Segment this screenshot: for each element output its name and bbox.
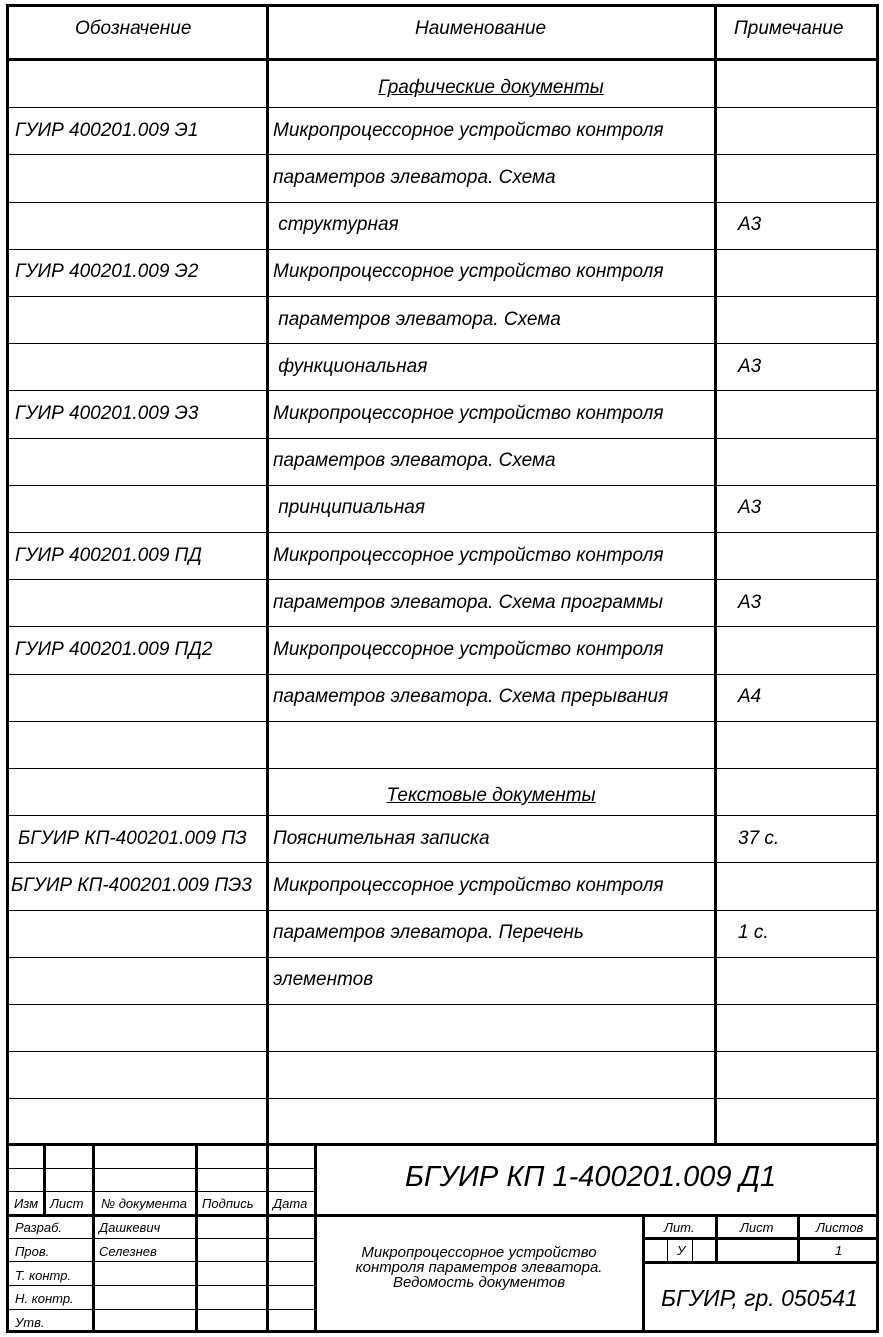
cell-name: параметров элеватора. Перечень <box>273 922 584 943</box>
cell-name: структурная <box>273 214 399 235</box>
cell-name: Микропроцессорное устройство контроля <box>273 639 664 660</box>
rule <box>6 438 879 439</box>
role-label: Н. контр. <box>15 1291 74 1306</box>
cell-name: функциональная <box>273 356 428 377</box>
column-divider-thick <box>266 1144 269 1333</box>
role-person: Селезнев <box>99 1244 157 1259</box>
rule <box>6 202 879 203</box>
column-divider-thick <box>195 1144 198 1333</box>
document-code: БГУИР КП 1-400201.009 Д1 <box>405 1161 777 1193</box>
rule <box>6 626 879 627</box>
cell-name: Микропроцессорное устройство контроля <box>273 545 664 566</box>
cell-note: А4 <box>738 686 762 707</box>
column-divider <box>667 1238 668 1262</box>
rule <box>6 1098 879 1099</box>
rule <box>6 1004 879 1005</box>
col-list-label: Лист <box>50 1196 84 1211</box>
column-divider-thick <box>642 1215 645 1333</box>
col-doc-label: № документа <box>101 1196 187 1211</box>
role-label: Пров. <box>15 1244 50 1259</box>
rule <box>6 485 879 486</box>
cell-note: 1 с. <box>738 922 769 943</box>
cell-name: параметров элеватора. Схема <box>273 450 556 471</box>
column-divider-thick <box>714 4 717 1144</box>
rule <box>6 579 879 580</box>
column-divider-thick <box>715 1215 718 1262</box>
cell-designation: БГУИР КП-400201.009 ПЗ <box>18 828 247 849</box>
rule <box>6 1051 879 1052</box>
cell-name: Микропроцессорное устройство контроля <box>273 403 664 424</box>
rule <box>6 721 879 722</box>
cell-name: принципиальная <box>273 497 426 518</box>
rule <box>6 296 879 297</box>
rule <box>6 249 879 250</box>
cell-designation: БГУИР КП-400201.009 ПЭ3 <box>11 875 252 896</box>
cell-designation: ГУИР 400201.009 Э2 <box>15 261 199 282</box>
cell-name: Микропроцессорное устройство контроля <box>273 875 664 896</box>
rule <box>6 532 879 533</box>
column-divider-thick <box>43 1144 46 1215</box>
col-date-label: Дата <box>273 1196 308 1211</box>
cell-name: Микропроцессорное устройство контроля <box>273 261 664 282</box>
document-frame <box>6 4 879 1333</box>
sheet-label: Лист <box>740 1220 774 1235</box>
rule-thick <box>6 1214 879 1217</box>
cell-note: А3 <box>738 497 762 518</box>
rule <box>6 107 879 108</box>
rule <box>6 815 879 816</box>
organization: БГУИР, гр. 050541 <box>661 1285 858 1311</box>
cell-name: Микропроцессорное устройство контроля <box>273 120 664 141</box>
section-heading: Текстовые документы <box>386 785 596 806</box>
col-izm-label: Изм <box>14 1196 39 1211</box>
col-sign-label: Подпись <box>202 1196 254 1211</box>
cell-note: А3 <box>738 356 762 377</box>
section-heading: Графические документы <box>378 77 604 98</box>
cell-note: А3 <box>738 214 762 235</box>
cell-name: параметров элеватора. Схема прерывания <box>273 686 669 707</box>
column-divider-thick <box>92 1144 95 1333</box>
rule <box>6 154 879 155</box>
role-label: Утв. <box>15 1315 45 1330</box>
rule <box>6 768 879 769</box>
column-divider <box>692 1238 693 1262</box>
cell-designation: ГУИР 400201.009 Э3 <box>15 403 199 424</box>
rule <box>6 390 879 391</box>
cell-note: 37 с. <box>738 828 780 849</box>
role-label: Разраб. <box>15 1220 63 1235</box>
lit-value: У <box>677 1243 686 1258</box>
column-divider-thick <box>266 4 269 1144</box>
header-note: Примечание <box>734 18 844 39</box>
rule-thick <box>643 1261 879 1264</box>
role-label: Т. контр. <box>15 1268 72 1283</box>
cell-name: параметров элеватора. Схема <box>273 309 561 330</box>
header-name: Наименование <box>415 18 547 39</box>
cell-name: элементов <box>273 969 374 990</box>
cell-name: Пояснительная записка <box>273 828 490 849</box>
sheets-label: Листов <box>816 1220 864 1235</box>
cell-designation: ГУИР 400201.009 ПД2 <box>15 639 213 660</box>
rule-thick <box>643 1237 879 1240</box>
cell-name: параметров элеватора. Схема программы <box>273 592 663 613</box>
rule <box>6 862 879 863</box>
rule <box>6 343 879 344</box>
rule-thick <box>6 58 879 61</box>
rule <box>6 674 879 675</box>
column-divider-thick <box>797 1215 800 1262</box>
header-designation: Обозначение <box>75 18 192 39</box>
sheets-value: 1 <box>835 1243 843 1258</box>
lit-label: Лит. <box>664 1220 695 1235</box>
role-person: Дашкевич <box>99 1220 161 1235</box>
rule <box>6 957 879 958</box>
rule-thick <box>6 1143 879 1146</box>
cell-designation: ГУИР 400201.009 Э1 <box>15 120 199 141</box>
document-title: Микропроцессорное устройство контроля параметров элеватора. Ведомость документов <box>355 1244 603 1291</box>
cell-designation: ГУИР 400201.009 ПД <box>15 545 202 566</box>
rule <box>6 910 879 911</box>
cell-name: параметров элеватора. Схема <box>273 167 556 188</box>
column-divider-thick <box>314 1144 317 1333</box>
cell-note: А3 <box>738 592 762 613</box>
